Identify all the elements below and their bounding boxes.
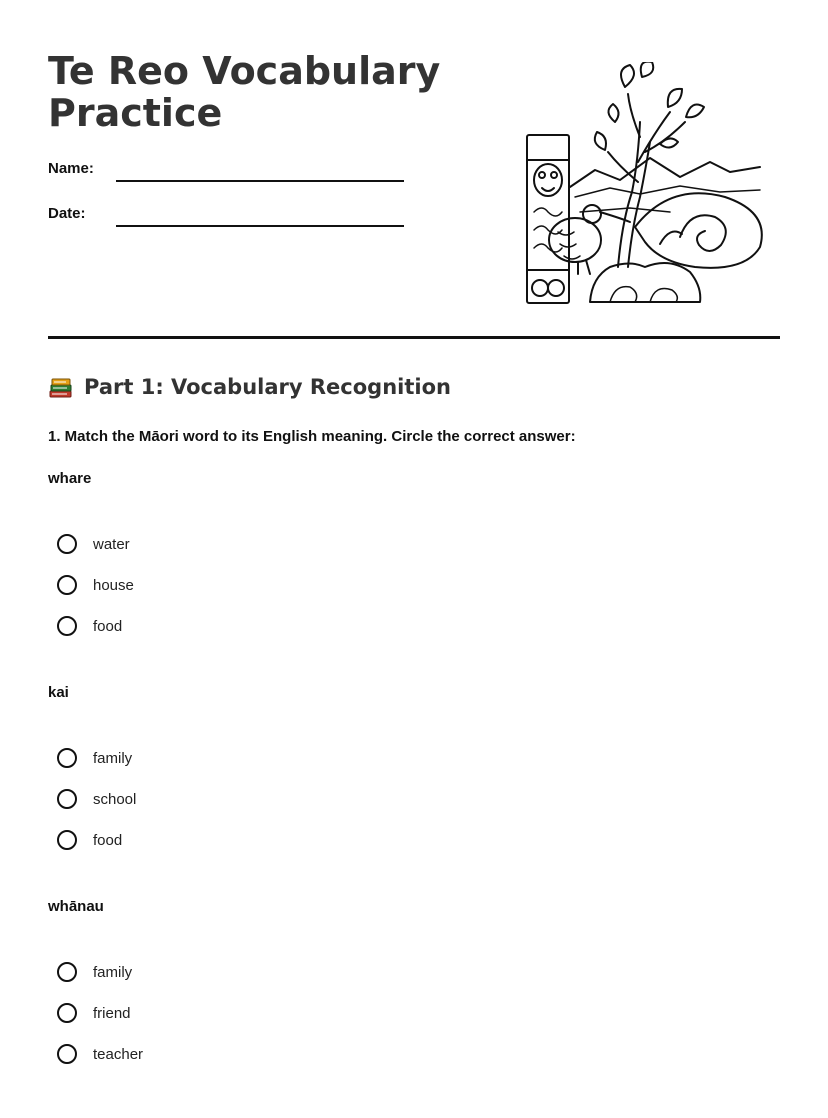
option-label: food	[93, 617, 123, 635]
radio-circle-icon[interactable]	[57, 789, 77, 809]
radio-circle-icon[interactable]	[57, 575, 77, 595]
option-label: family	[93, 963, 133, 981]
radio-circle-icon[interactable]	[57, 962, 77, 982]
option-label: teacher	[93, 1045, 144, 1063]
books-icon	[48, 374, 74, 400]
date-label: Date:	[48, 205, 86, 222]
option-label: family	[93, 749, 133, 767]
title-line-1: Te Reo Vocabulary	[48, 49, 441, 93]
option-teacher[interactable]	[57, 1044, 143, 1064]
option-house[interactable]	[57, 575, 134, 595]
option-label: water	[93, 535, 130, 553]
option-water[interactable]	[57, 534, 130, 554]
option-friend[interactable]	[57, 1003, 131, 1023]
radio-circle-icon[interactable]	[57, 1044, 77, 1064]
title-line-2: Practice	[48, 91, 223, 135]
question-word-whanau: whānau	[48, 898, 104, 915]
header-divider	[48, 336, 780, 339]
radio-circle-icon[interactable]	[57, 748, 77, 768]
radio-circle-icon[interactable]	[57, 830, 77, 850]
radio-circle-icon[interactable]	[57, 1003, 77, 1023]
part1-heading	[48, 374, 451, 400]
option-family[interactable]	[57, 748, 132, 768]
option-label: food	[93, 831, 123, 849]
option-label: school	[93, 790, 137, 808]
option-family[interactable]	[57, 962, 132, 982]
radio-circle-icon[interactable]	[57, 534, 77, 554]
option-label: house	[93, 576, 134, 594]
maori-landscape-illustration-icon	[520, 62, 770, 310]
radio-circle-icon[interactable]	[57, 616, 77, 636]
option-label: friend	[93, 1004, 131, 1022]
part1-heading-text: Part 1: Vocabulary Recognition	[84, 375, 451, 399]
option-school[interactable]	[57, 789, 136, 809]
name-field[interactable]	[116, 180, 404, 182]
page-title	[48, 50, 468, 134]
question-word-kai: kai	[48, 684, 69, 701]
option-food[interactable]	[57, 616, 122, 636]
option-food[interactable]	[57, 830, 122, 850]
name-label: Name:	[48, 160, 94, 177]
date-field[interactable]	[116, 225, 404, 227]
question-word-whare: whare	[48, 470, 92, 487]
question-instruction: 1. Match the Māori word to its English meaning. Circle the correct answer:	[48, 428, 576, 445]
